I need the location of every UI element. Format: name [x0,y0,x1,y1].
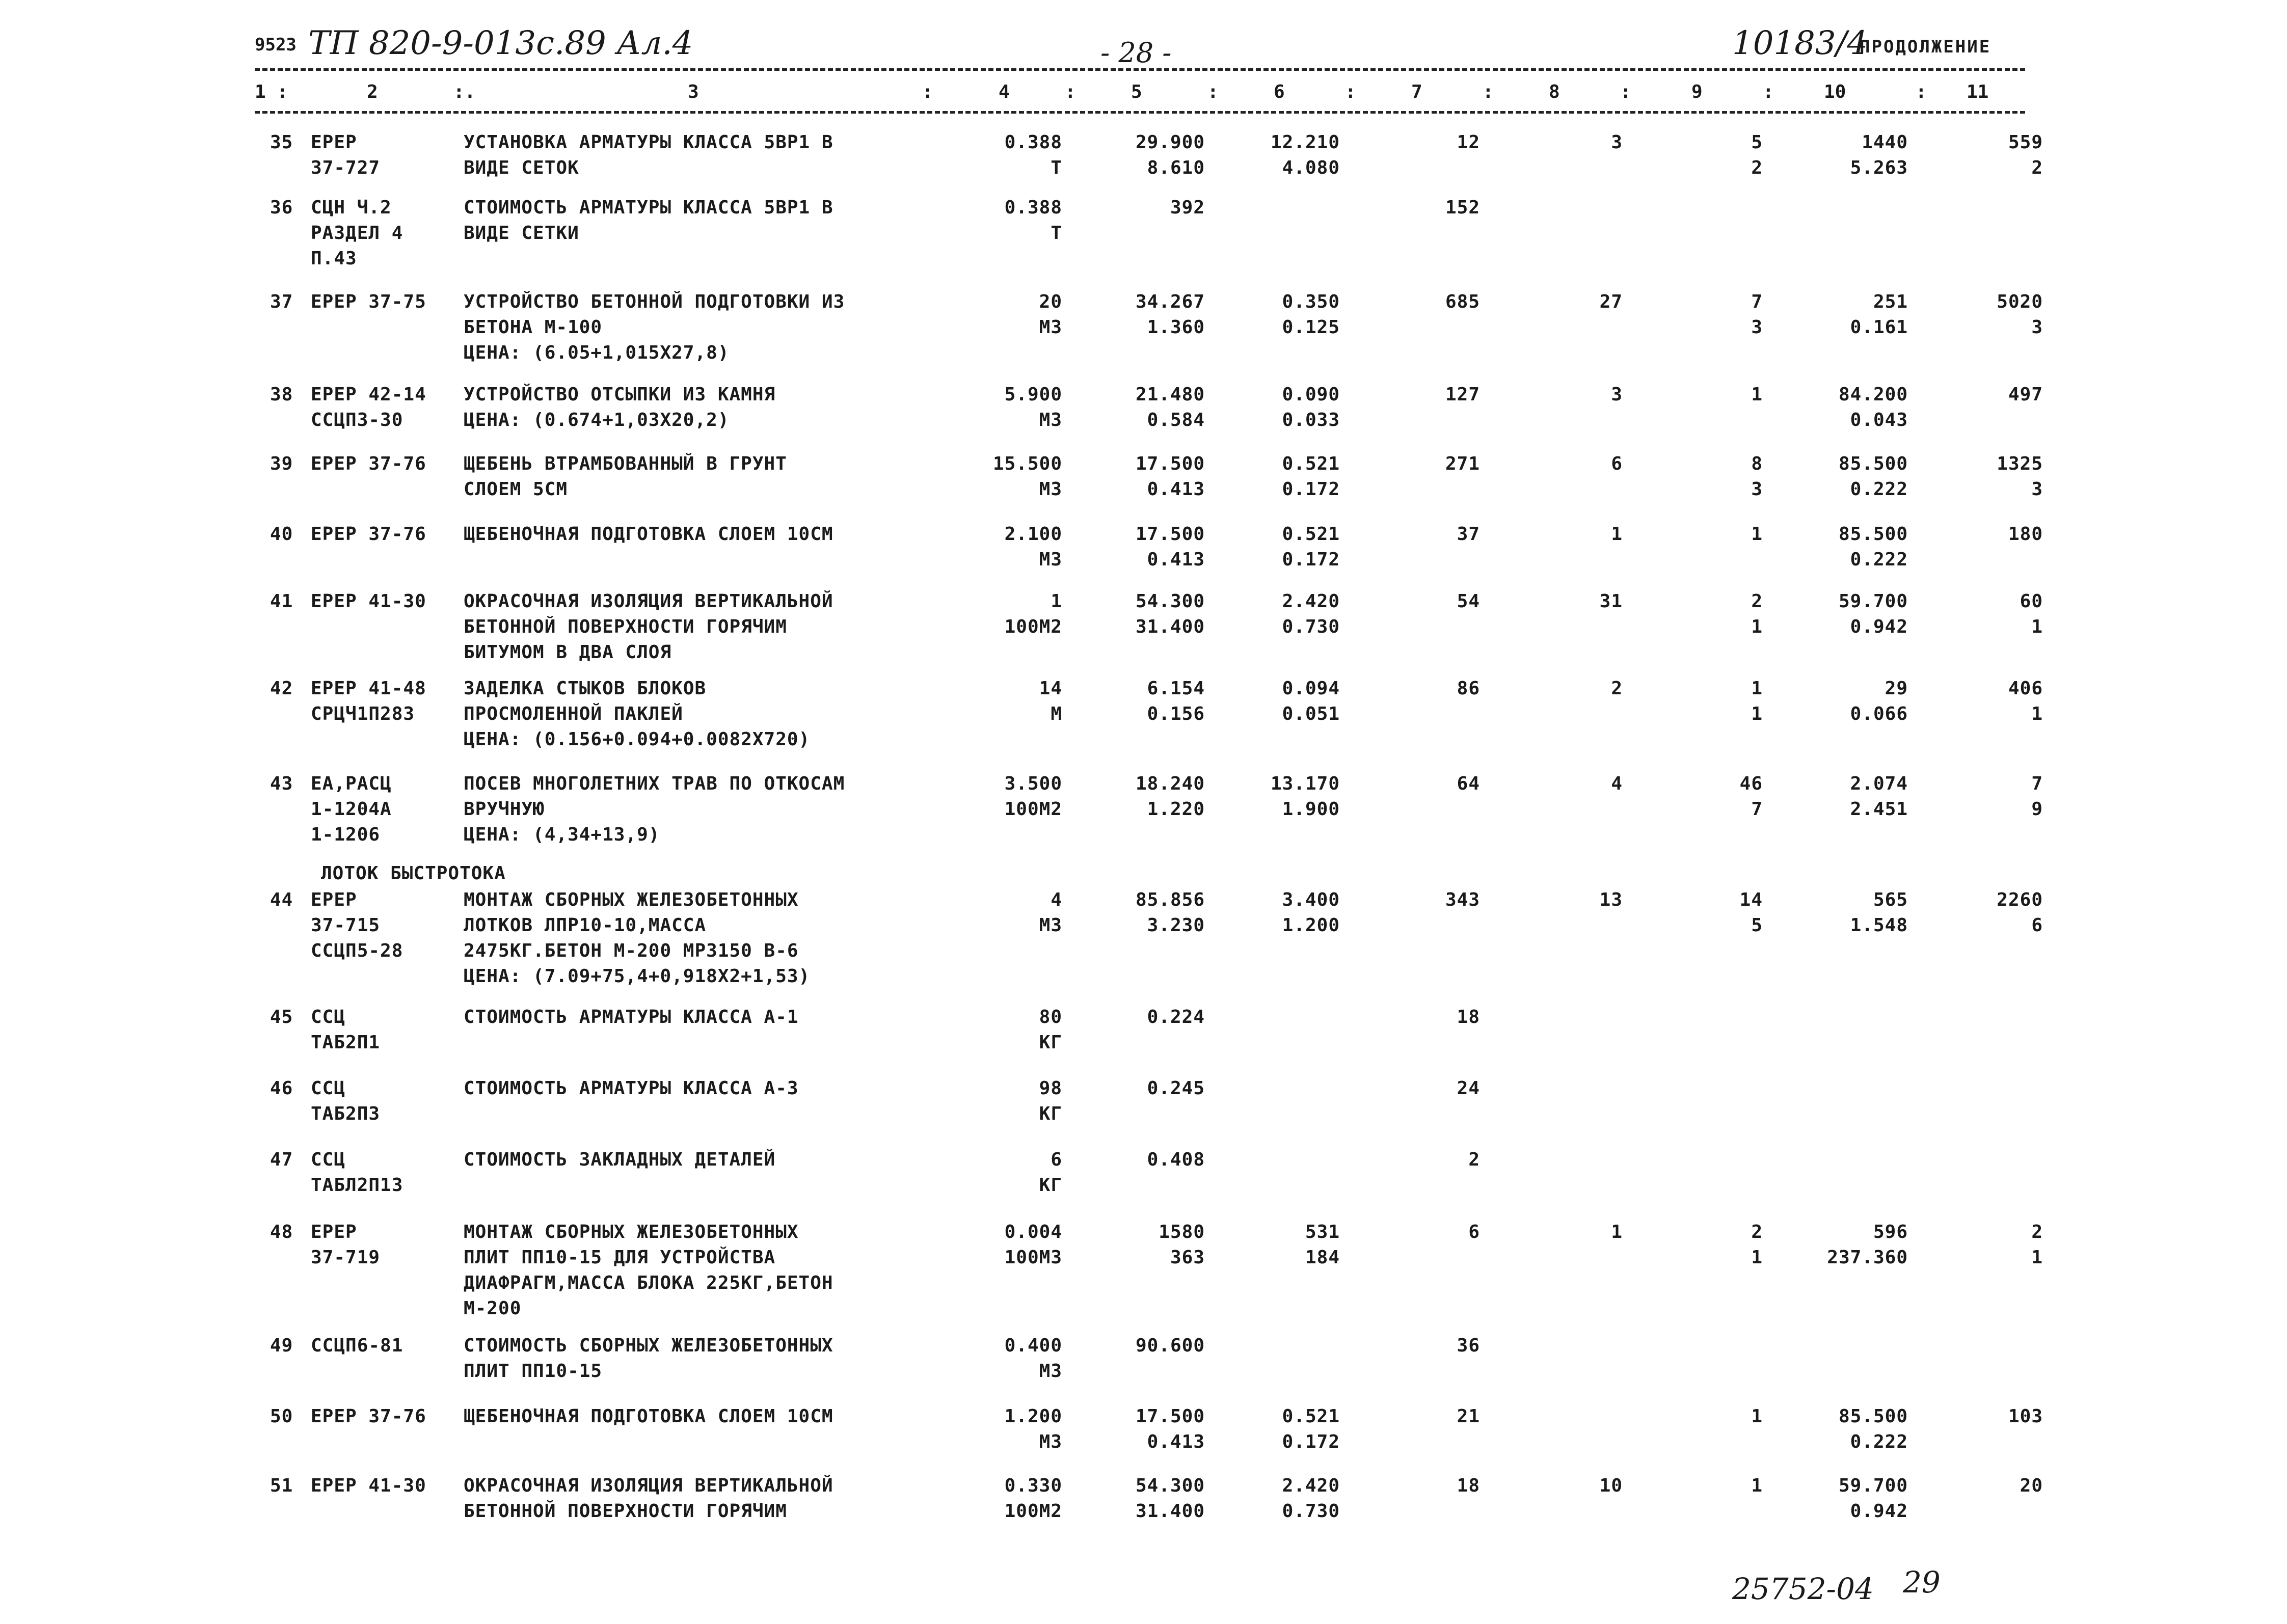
cell-c5: 85.856 [1135,889,1205,910]
cell-code: ЕРЕР 41-30 [311,1475,426,1496]
cell-desc: БЕТОНА М-100 [464,317,603,338]
cell-c5: 18.240 [1135,773,1205,794]
cell-c4: 5.900 [1004,384,1062,405]
cell-c6: 1.200 [1282,915,1340,936]
cell-c10: 85.500 [1838,453,1908,474]
column-header-cell: 11 [1967,82,1989,102]
cell-n: 37 [270,291,293,312]
cell-c11: 1 [2031,616,2043,637]
column-header-cell: : [1345,82,1356,102]
cell-n: 44 [270,889,293,910]
column-header-cell: 5 [1131,82,1142,102]
cell-c4: КГ [1039,1103,1062,1124]
cell-c11: 1 [2031,1247,2043,1268]
cell-desc: ЩЕБЕНЬ ВТРАМБОВАННЫЙ В ГРУНТ [464,453,787,474]
cell-c4: 2.100 [1004,524,1062,545]
cell-code: ССЦП6-81 [311,1335,403,1356]
cell-c6: 12.210 [1270,132,1340,153]
column-header-cell: : [1916,82,1927,102]
cell-c9: 1 [1751,1247,1763,1268]
cell-c11: 5020 [1997,291,2043,312]
cell-c9: 3 [1751,317,1763,338]
cell-c10: 0.043 [1850,410,1908,430]
cell-c4: Т [1051,223,1062,243]
cell-c4: М3 [1039,1361,1062,1382]
cell-c5: 0.245 [1147,1078,1205,1099]
cell-c10: 0.066 [1850,703,1908,724]
cell-c10: 0.161 [1850,317,1908,338]
cell-c5: 1.220 [1147,799,1205,820]
cell-desc: ЦЕНА: (7.09+75,4+0,918Х2+1,53) [464,966,811,987]
cell-code: ЕРЕР 37-76 [311,453,426,474]
cell-n: 39 [270,453,293,474]
cell-desc: МОНТАЖ СБОРНЫХ ЖЕЛЕЗОБЕТОННЫХ [464,889,799,910]
cell-c11: 103 [2008,1406,2043,1427]
cell-c8: 13 [1599,889,1623,910]
cell-desc: ЦЕНА: (6.05+1,015Х27,8) [464,342,730,363]
column-header-cell: :. [453,82,476,102]
column-header-cell: : [1483,82,1494,102]
cell-c7: 271 [1445,453,1480,474]
cell-desc: ЗАДЕЛКА СТЫКОВ БЛОКОВ [464,678,707,699]
cell-code: П.43 [311,248,357,269]
cell-c5: 0.408 [1147,1149,1205,1170]
cell-code: 1-1204А [311,799,392,820]
cell-c7: 64 [1457,773,1480,794]
column-header-cell: 7 [1411,82,1422,102]
column-header-cell: 4 [999,82,1010,102]
cell-c4: 0.388 [1004,197,1062,218]
cell-c6: 2.420 [1282,1475,1340,1496]
column-header-cell: 9 [1691,82,1703,102]
cell-desc: БЕТОННОЙ ПОВЕРХНОСТИ ГОРЯЧИМ [464,1501,787,1522]
cell-c11: 6 [2031,915,2043,936]
cell-c5: 0.156 [1147,703,1205,724]
cell-c11: 3 [2031,317,2043,338]
cell-c7: 36 [1457,1335,1480,1356]
cell-c5: 31.400 [1135,616,1205,637]
cell-c11: 406 [2008,678,2043,699]
cell-c4: 1 [1051,591,1062,612]
cell-c6: 0.521 [1282,453,1340,474]
column-header-cell: : [1065,82,1076,102]
cell-code: ЕА,РАСЦ [311,773,392,794]
cell-c10: 59.700 [1838,591,1908,612]
cell-c5: 17.500 [1135,524,1205,545]
cell-desc: 2475КГ.БЕТОН М-200 МР3150 В-6 [464,940,799,961]
cell-code: ССЦ [311,1078,346,1099]
cell-c6: 0.172 [1282,1431,1340,1452]
cell-c9: 1 [1751,616,1763,637]
cell-desc: УСТАНОВКА АРМАТУРЫ КЛАССА 5ВР1 В [464,132,833,153]
cell-c9: 1 [1751,1406,1763,1427]
cell-c7: 24 [1457,1078,1480,1099]
cell-c5: 0.413 [1147,549,1205,570]
cell-c10: 0.222 [1850,549,1908,570]
cell-code: ТАБ2П3 [311,1103,381,1124]
column-header-cell: : [1620,82,1631,102]
cell-c7: 685 [1445,291,1480,312]
cell-c6: 3.400 [1282,889,1340,910]
cell-n: 35 [270,132,293,153]
cell-c11: 2260 [1997,889,2043,910]
cell-code: ЕРЕР 37-76 [311,1406,426,1427]
cell-c6: 2.420 [1282,591,1340,612]
cell-c5: 6.154 [1147,678,1205,699]
cell-desc: ДИАФРАГМ,МАССА БЛОКА 225КГ,БЕТОН [464,1273,833,1293]
cell-code: РАЗДЕЛ 4 [311,223,403,243]
cell-n: 41 [270,591,293,612]
cell-c4: Т [1051,157,1062,178]
cell-c9: 1 [1751,384,1763,405]
cell-c11: 2 [2031,157,2043,178]
cell-c8: 31 [1599,591,1623,612]
cell-c4: М3 [1039,479,1062,500]
cell-c11: 180 [2008,524,2043,545]
cell-code: ЕРЕР 41-48 [311,678,426,699]
cell-c7: 21 [1457,1406,1480,1427]
cell-c6: 13.170 [1270,773,1340,794]
cell-n: 36 [270,197,293,218]
cell-c11: 9 [2031,799,2043,820]
cell-code: ССЦП5-28 [311,940,403,961]
cell-c5: 17.500 [1135,1406,1205,1427]
cell-c5: 1.360 [1147,317,1205,338]
cell-c9: 2 [1751,1222,1763,1242]
cell-desc: МОНТАЖ СБОРНЫХ ЖЕЛЕЗОБЕТОННЫХ [464,1222,799,1242]
cell-c10: 84.200 [1838,384,1908,405]
cell-c8: 4 [1611,773,1623,794]
cell-c5: 90.600 [1135,1335,1205,1356]
cell-c6: 1.900 [1282,799,1340,820]
cell-desc: ОКРАСОЧНАЯ ИЗОЛЯЦИЯ ВЕРТИКАЛЬНОЙ [464,591,833,612]
cell-c10: 0.222 [1850,479,1908,500]
doc-number: 10183/4 [1732,24,1868,62]
cell-c6: 0.350 [1282,291,1340,312]
cell-c5: 54.300 [1135,591,1205,612]
cell-code: ЕРЕР [311,132,357,153]
cell-c9: 1 [1751,678,1763,699]
cell-c4: 20 [1039,291,1062,312]
cell-c8: 1 [1611,524,1623,545]
cell-n: 38 [270,384,293,405]
cell-c6: 0.521 [1282,524,1340,545]
cell-c5: 0.413 [1147,479,1205,500]
cell-c5: 31.400 [1135,1501,1205,1522]
cell-c5: 54.300 [1135,1475,1205,1496]
cell-desc: БИТУМОМ В ДВА СЛОЯ [464,642,672,663]
cell-c6: 0.090 [1282,384,1340,405]
cell-n: 40 [270,524,293,545]
column-header-cell: 3 [688,82,699,102]
cell-c10: 0.222 [1850,1431,1908,1452]
cell-desc: УСТРОЙСТВО ОТСЫПКИ ИЗ КАМНЯ [464,384,776,405]
cell-c4: 1.200 [1004,1406,1062,1427]
cell-c8: 10 [1599,1475,1623,1496]
cell-code: ССЦП3-30 [311,410,403,430]
cell-c5: 392 [1170,197,1205,218]
cell-c5: 17.500 [1135,453,1205,474]
cell-c10: 85.500 [1838,524,1908,545]
cell-c4: 0.388 [1004,132,1062,153]
section-heading: ЛОТОК БЫСТРОТОКА [321,863,506,884]
cell-desc: ВИДЕ СЕТКИ [464,223,579,243]
cell-c7: 37 [1457,524,1480,545]
column-header-cell: 10 [1824,82,1846,102]
cell-n: 50 [270,1406,293,1427]
cell-c11: 20 [2020,1475,2043,1496]
cell-c10: 565 [1873,889,1908,910]
cell-code: ЕРЕР 41-30 [311,591,426,612]
cell-c5: 34.267 [1135,291,1205,312]
cell-c9: 5 [1751,915,1763,936]
cell-c9: 2 [1751,591,1763,612]
continuation-label: ПРОДОЛЖЕНИЕ [1860,37,1992,57]
cell-c11: 7 [2031,773,2043,794]
cell-c6: 0.521 [1282,1406,1340,1427]
cell-n: 51 [270,1475,293,1496]
cell-c10: 1.548 [1850,915,1908,936]
cell-desc: УСТРОЙСТВО БЕТОННОЙ ПОДГОТОВКИ ИЗ [464,291,845,312]
cell-c6: 184 [1305,1247,1340,1268]
cell-c8: 27 [1599,291,1623,312]
cell-c7: 18 [1457,1475,1480,1496]
cell-c6: 0.125 [1282,317,1340,338]
cell-code: ЕРЕР 37-75 [311,291,426,312]
cell-desc: ВРУЧНУЮ [464,799,545,820]
cell-c4: М3 [1039,410,1062,430]
cell-c5: 21.480 [1135,384,1205,405]
cell-c4: М3 [1039,549,1062,570]
cell-c6: 0.033 [1282,410,1340,430]
cell-code: СРЦЧ1П283 [311,703,415,724]
cell-c6: 4.080 [1282,157,1340,178]
page-number: - 28 - [1100,37,1172,69]
cell-desc: СТОИМОСТЬ ЗАКЛАДНЫХ ДЕТАЛЕЙ [464,1149,776,1170]
cell-c4: 100М2 [1004,1501,1062,1522]
column-header-cell: : [1763,82,1774,102]
project-title: ТП 820-9-013с.89 Ал.4 [308,24,693,62]
column-header-cell: : [922,82,933,102]
cell-c9: 8 [1751,453,1763,474]
cell-c6: 0.051 [1282,703,1340,724]
cell-c10: 251 [1873,291,1908,312]
cell-code: 37-715 [311,915,381,936]
cell-desc: ПРОСМОЛЕННОЙ ПАКЛЕЙ [464,703,683,724]
cell-c4: 0.004 [1004,1222,1062,1242]
cell-desc: ЩЕБЕНОЧНАЯ ПОДГОТОВКА СЛОЕМ 10СМ [464,1406,833,1427]
cell-c11: 60 [2020,591,2043,612]
cell-desc: ПОСЕВ МНОГОЛЕТНИХ ТРАВ ПО ОТКОСАМ [464,773,845,794]
cell-c4: М3 [1039,317,1062,338]
footer-sheet: 29 [1903,1565,1941,1600]
cell-c4: М3 [1039,1431,1062,1452]
column-header-cell: 1 : [255,82,288,102]
cell-c4: КГ [1039,1175,1062,1196]
cell-desc: СТОИМОСТЬ АРМАТУРЫ КЛАССА 5ВР1 В [464,197,833,218]
cell-c4: 100М3 [1004,1247,1062,1268]
cell-c11: 3 [2031,479,2043,500]
cell-desc: ПЛИТ ПП10-15 [464,1361,603,1382]
cell-c4: 15.500 [992,453,1062,474]
cell-desc: БЕТОННОЙ ПОВЕРХНОСТИ ГОРЯЧИМ [464,616,787,637]
cell-desc: ВИДЕ СЕТОК [464,157,579,178]
cell-c5: 0.224 [1147,1007,1205,1027]
cell-c9: 2 [1751,157,1763,178]
cell-desc: ОКРАСОЧНАЯ ИЗОЛЯЦИЯ ВЕРТИКАЛЬНОЙ [464,1475,833,1496]
cell-desc: ЩЕБЕНОЧНАЯ ПОДГОТОВКА СЛОЕМ 10СМ [464,524,833,545]
cell-c5: 3.230 [1147,915,1205,936]
cell-c11: 1 [2031,703,2043,724]
cell-c6: 0.730 [1282,1501,1340,1522]
cell-code: ССЦ [311,1007,346,1027]
cell-desc: ЛОТКОВ ЛПР10-10,МАССА [464,915,707,936]
cell-c4: 4 [1051,889,1062,910]
cell-c9: 3 [1751,479,1763,500]
cell-c4: 100М2 [1004,616,1062,637]
cell-code: ЕРЕР [311,1222,357,1242]
cell-c10: 59.700 [1838,1475,1908,1496]
cell-c10: 2.074 [1850,773,1908,794]
cell-c11: 497 [2008,384,2043,405]
cell-c9: 7 [1751,291,1763,312]
cell-code: ССЦ [311,1149,346,1170]
cell-n: 43 [270,773,293,794]
cell-c8: 1 [1611,1222,1623,1242]
cell-c7: 54 [1457,591,1480,612]
cell-c4: 100М2 [1004,799,1062,820]
cell-c10: 5.263 [1850,157,1908,178]
cell-c7: 18 [1457,1007,1480,1027]
cell-desc: СТОИМОСТЬ АРМАТУРЫ КЛАССА А-1 [464,1007,799,1027]
cell-desc: СТОИМОСТЬ СБОРНЫХ ЖЕЛЕЗОБЕТОННЫХ [464,1335,833,1356]
cell-desc: ЦЕНА: (4,34+13,9) [464,824,660,845]
cell-code: СЦН Ч.2 [311,197,392,218]
cell-c6: 0.730 [1282,616,1340,637]
cell-c7: 2 [1468,1149,1480,1170]
cell-c9: 46 [1739,773,1763,794]
cell-c7: 152 [1445,197,1480,218]
doc-code: 9523 [255,35,297,55]
cell-c10: 85.500 [1838,1406,1908,1427]
cell-code: 37-719 [311,1247,381,1268]
cell-c9: 1 [1751,1475,1763,1496]
cell-c4: 0.330 [1004,1475,1062,1496]
cell-n: 48 [270,1222,293,1242]
cell-c4: КГ [1039,1032,1062,1053]
cell-c10: 1440 [1862,132,1908,153]
cell-c9: 1 [1751,703,1763,724]
cell-c8: 3 [1611,384,1623,405]
cell-c5: 0.413 [1147,1431,1205,1452]
cell-desc: М-200 [464,1298,522,1319]
column-header-cell: 2 [367,82,378,102]
cell-n: 47 [270,1149,293,1170]
cell-desc: СТОИМОСТЬ АРМАТУРЫ КЛАССА А-3 [464,1078,799,1099]
cell-c9: 7 [1751,799,1763,820]
cell-n: 42 [270,678,293,699]
cell-c6: 0.172 [1282,549,1340,570]
cell-code: ТАБЛ2П13 [311,1175,403,1196]
cell-c5: 1580 [1159,1222,1205,1242]
cell-c4: 98 [1039,1078,1062,1099]
cell-c10: 0.942 [1850,1501,1908,1522]
cell-code: ЕРЕР [311,889,357,910]
cell-c10: 0.942 [1850,616,1908,637]
cell-c10: 237.360 [1827,1247,1908,1268]
cell-c5: 0.584 [1147,410,1205,430]
cell-n: 49 [270,1335,293,1356]
cell-c10: 596 [1873,1222,1908,1242]
cell-c5: 363 [1170,1247,1205,1268]
cell-c10: 29 [1885,678,1908,699]
cell-c11: 2 [2031,1222,2043,1242]
cell-c4: 3.500 [1004,773,1062,794]
cell-c10: 2.451 [1850,799,1908,820]
cell-c5: 8.610 [1147,157,1205,178]
cell-n: 46 [270,1078,293,1099]
cell-desc: ЦЕНА: (0.674+1,03Х20,2) [464,410,730,430]
cell-c8: 3 [1611,132,1623,153]
cell-c11: 1325 [1997,453,2043,474]
column-header-cell: 8 [1549,82,1560,102]
cell-code: ЕРЕР 37-76 [311,524,426,545]
cell-c7: 6 [1468,1222,1480,1242]
cell-c9: 1 [1751,524,1763,545]
cell-c8: 2 [1611,678,1623,699]
cell-c9: 14 [1739,889,1763,910]
cell-c4: 6 [1051,1149,1062,1170]
cell-c4: 14 [1039,678,1062,699]
cell-c7: 12 [1457,132,1480,153]
cell-c4: 0.400 [1004,1335,1062,1356]
footer-number: 25752-04 [1732,1572,1874,1606]
cell-code: ТАБ2П1 [311,1032,381,1053]
cell-c5: 29.900 [1135,132,1205,153]
cell-c7: 127 [1445,384,1480,405]
cell-c8: 6 [1611,453,1623,474]
cell-c4: 80 [1039,1007,1062,1027]
column-header-cell: 6 [1274,82,1285,102]
cell-c6: 531 [1305,1222,1340,1242]
cell-c4: М [1051,703,1062,724]
cell-desc: ЦЕНА: (0.156+0.094+0.0082Х720) [464,729,811,750]
cell-c7: 86 [1457,678,1480,699]
column-header-cell: : [1207,82,1219,102]
cell-n: 45 [270,1007,293,1027]
cell-c9: 5 [1751,132,1763,153]
cell-code: 1-1206 [311,824,381,845]
cell-c6: 0.172 [1282,479,1340,500]
cell-desc: ПЛИТ ПП10-15 ДЛЯ УСТРОЙСТВА [464,1247,776,1268]
cell-c7: 343 [1445,889,1480,910]
cell-c4: М3 [1039,915,1062,936]
cell-c11: 559 [2008,132,2043,153]
cell-code: ЕРЕР 42-14 [311,384,426,405]
cell-c6: 0.094 [1282,678,1340,699]
cell-code: 37-727 [311,157,381,178]
cell-desc: СЛОЕМ 5СМ [464,479,568,500]
